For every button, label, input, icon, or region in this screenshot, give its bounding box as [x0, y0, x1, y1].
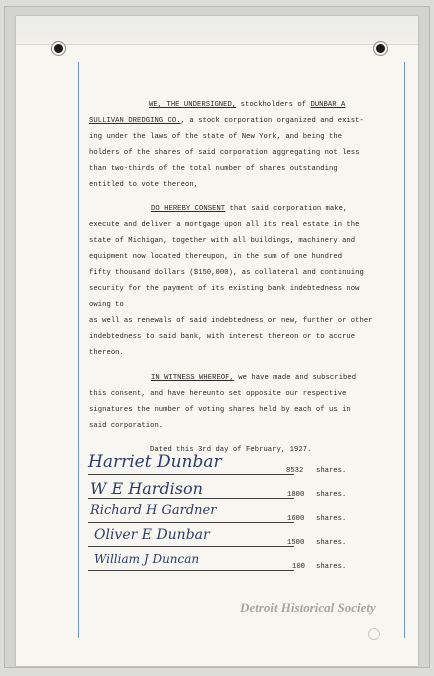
- watermark: Detroit Historical Society: [240, 600, 376, 615]
- signature: William J Duncan: [94, 552, 200, 566]
- paragraph-3: IN WITNESS WHEREOF, we have made and subscribed this consent, and have hereunto set opposite our respective signatures the number of voting shares held by each of us in said corporation.: [89, 374, 357, 430]
- share-unit: shares.: [316, 563, 347, 571]
- share-count: 1600: [287, 515, 305, 523]
- share-count: 1500: [287, 539, 305, 547]
- share-count: 8532: [286, 467, 304, 475]
- signature-line: [88, 522, 294, 523]
- dated-line: Dated this 3rd day of February, 1927.: [150, 446, 312, 454]
- document-page: [16, 16, 418, 666]
- share-count: 1800: [287, 491, 305, 499]
- signature: Harriet Dunbar: [88, 452, 222, 472]
- punch-hole-left: [52, 42, 65, 55]
- share-unit: shares.: [316, 515, 347, 523]
- paragraph-2: DO HEREBY CONSENT that said corporation make, execute and deliver a mortgage upon all its real estate in the state of Michigan, together with all buildings, machinery and equipment now located thereupon, in the sum of one hundred fifty thousand dollars ($150,000), as collateral and continuing security for the payment of its existing bank indebtedness now owing to as well as renewals of said indebtedness or new, further or other indebtedness to said bank, with interest thereon or to accrue thereon.: [89, 205, 373, 357]
- share-unit: shares.: [316, 539, 347, 547]
- punch-hole-right: [374, 42, 387, 55]
- left-margin-line: [78, 62, 79, 638]
- p3-heading: IN WITNESS WHEREOF,: [151, 374, 234, 382]
- p2-heading: DO HEREBY CONSENT: [151, 205, 226, 213]
- right-margin-line: [404, 62, 405, 638]
- signature: Richard H Gardner: [90, 503, 217, 518]
- share-unit: shares.: [316, 491, 347, 499]
- p1-heading: WE, THE UNDERSIGNED,: [149, 101, 237, 109]
- share-count: 100: [292, 563, 305, 571]
- paper-smudge: [368, 628, 380, 640]
- signature-line: [88, 546, 294, 547]
- share-unit: shares.: [316, 467, 347, 475]
- signature: W E Hardison: [90, 479, 203, 498]
- folded-top-edge: [16, 16, 418, 45]
- signature-line: [88, 474, 294, 475]
- signature-line: [88, 498, 294, 499]
- paragraph-1: WE, THE UNDERSIGNED, stockholders of DUNBAR A SULLIVAN DREDGING CO., a stock corporation organized and exist- ing under the laws of the state of New York, and being the holders of the shares of said corporation aggregating not less than two-thirds of the total number of shares outstanding entitled to vote thereon,: [89, 101, 364, 189]
- signature: Oliver E Dunbar: [94, 527, 210, 543]
- signature-line: [88, 570, 294, 571]
